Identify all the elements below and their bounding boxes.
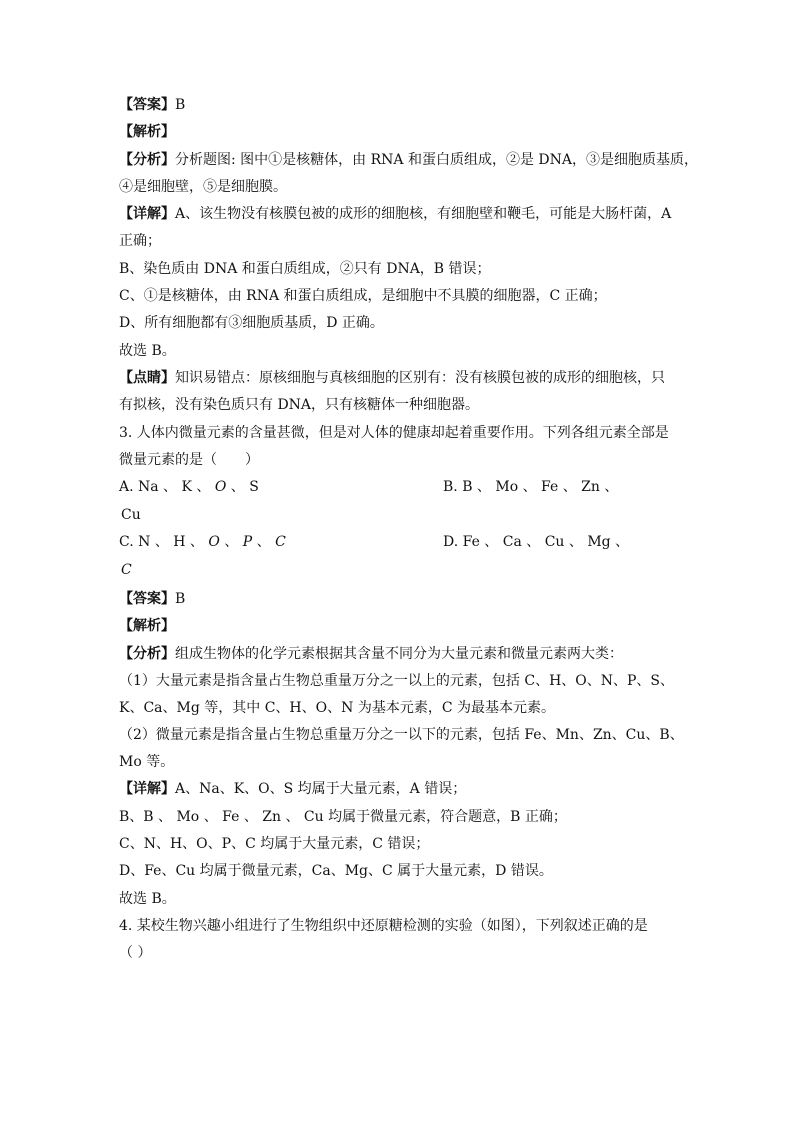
fenxi-text: 组成生物体的化学元素根据其含量不同分为大量元素和微量元素两大类： xyxy=(175,646,623,662)
q2-option-b-explanation: B、染色质由 DNA 和蛋白质组成，②只有 DNA，B 错误； xyxy=(119,261,491,277)
q3-option-b: B. B 、 Mo 、 Fe 、 Zn 、 xyxy=(443,479,619,495)
q3-option-d: D. Fe 、 Ca 、 Cu 、 Mg 、 xyxy=(443,534,630,550)
q3-analysis-title: 【解析】 xyxy=(119,618,175,634)
q4-stem-line-2: （ ） xyxy=(119,945,152,961)
answer-value: B xyxy=(175,97,186,113)
q3-trace-elements-line-2: Mo 等。 xyxy=(119,754,175,770)
q3-option-c-explanation: C、N、H、O、P、C 均属于大量元素，C 错误； xyxy=(119,836,430,852)
answer-value: B xyxy=(175,591,186,607)
q3-option-d-explanation: D、Fe、Cu 均属于微量元素，Ca、Mg、C 属于大量元素，D 错误。 xyxy=(119,863,553,879)
q2-option-c-explanation: C、①是核糖体，由 RNA 和蛋白质组成，是细胞中不具膜的细胞器，C 正确； xyxy=(119,288,607,304)
fenxi-tag: 【分析】 xyxy=(119,646,175,662)
q2-xiangjie-line-1 xyxy=(119,204,671,224)
xiangjie-text: A、该生物没有核膜包被的成形的细胞核，有细胞壁和鞭毛，可能是大肠杆菌，A xyxy=(175,206,672,222)
xiangjie-tag: 【详解】 xyxy=(119,781,175,797)
q3-macro-elements-line-2: K、Ca、Mg 等，其中 C、H、O、N 为基本元素，C 为最基本元素。 xyxy=(119,700,555,716)
q3-stem-line-1: 3. 人体内微量元素的含量甚微，但是对人体的健康却起着重要作用。下列各组元素全部是 xyxy=(119,425,669,441)
q2-option-d-explanation: D、所有细胞都有③细胞质基质，D 正确。 xyxy=(119,315,384,331)
dianjing-tag: 【点睛】 xyxy=(119,370,175,386)
xiangjie-text: A、Na、K、O、S 均属于大量元素，A 错误； xyxy=(175,781,467,797)
q3-option-d-wrap: C xyxy=(121,562,132,578)
q3-option-b-explanation: B、B 、 Mo 、 Fe 、 Zn 、 Cu 均属于微量元素，符合题意，B 正确； xyxy=(119,809,567,825)
q2-xiangjie-line-2: 正确； xyxy=(119,233,161,249)
q3-option-b-wrap: Cu xyxy=(121,507,141,523)
q2-analysis-title: 【解析】 xyxy=(119,124,175,140)
q3-trace-elements-line-1: （2）微量元素是指含量占生物总重量万分之一以下的元素，包括 Fe、Mn、Zn、Cu、B、 xyxy=(119,727,684,743)
q3-xiangjie-line-1 xyxy=(119,779,466,799)
q4-stem-line-1: 4. 某校生物兴趣小组进行了生物组织中还原糖检测的实验（如图），下列叙述正确的是 xyxy=(119,918,648,934)
q2-conclusion: 故选 B。 xyxy=(119,343,176,359)
q3-option-c: C. N 、 H 、 O 、 P 、 C xyxy=(119,534,286,550)
q2-dianjing-line-1 xyxy=(119,368,665,388)
q3-conclusion: 故选 B。 xyxy=(119,891,176,907)
q3-stem-line-2: 微量元素的是（ ） xyxy=(119,452,259,468)
answer-tag: 【答案】 xyxy=(119,97,175,113)
q3-answer-line xyxy=(119,589,185,609)
q3-macro-elements-line-1: （1）大量元素是指含量占生物总重量万分之一以上的元素，包括 C、H、O、N、P、S、 xyxy=(119,673,675,689)
xiangjie-tag: 【详解】 xyxy=(119,206,175,222)
dianjing-text: 知识易错点：原核细胞与真核细胞的区别有：没有核膜包被的成形的细胞核，只 xyxy=(175,370,665,386)
q2-fenxi-line-2: ④是细胞壁，⑤是细胞膜。 xyxy=(119,179,287,195)
q2-fenxi-line-1 xyxy=(119,150,698,170)
q2-answer-line xyxy=(119,95,185,115)
fenxi-text: 分析题图: 图中①是核糖体，由 RNA 和蛋白质组成，②是 DNA，③是细胞质基质， xyxy=(175,152,699,168)
q3-fenxi-line xyxy=(119,644,623,664)
answer-tag: 【答案】 xyxy=(119,591,175,607)
option-a-italic-o: O xyxy=(214,479,227,495)
q2-dianjing-line-2: 有拟核，没有染色质只有 DNA，只有核糖体一种细胞器。 xyxy=(119,397,480,413)
fenxi-tag: 【分析】 xyxy=(119,152,175,168)
q3-option-a: A. Na 、 K 、 O 、 S xyxy=(119,479,259,495)
